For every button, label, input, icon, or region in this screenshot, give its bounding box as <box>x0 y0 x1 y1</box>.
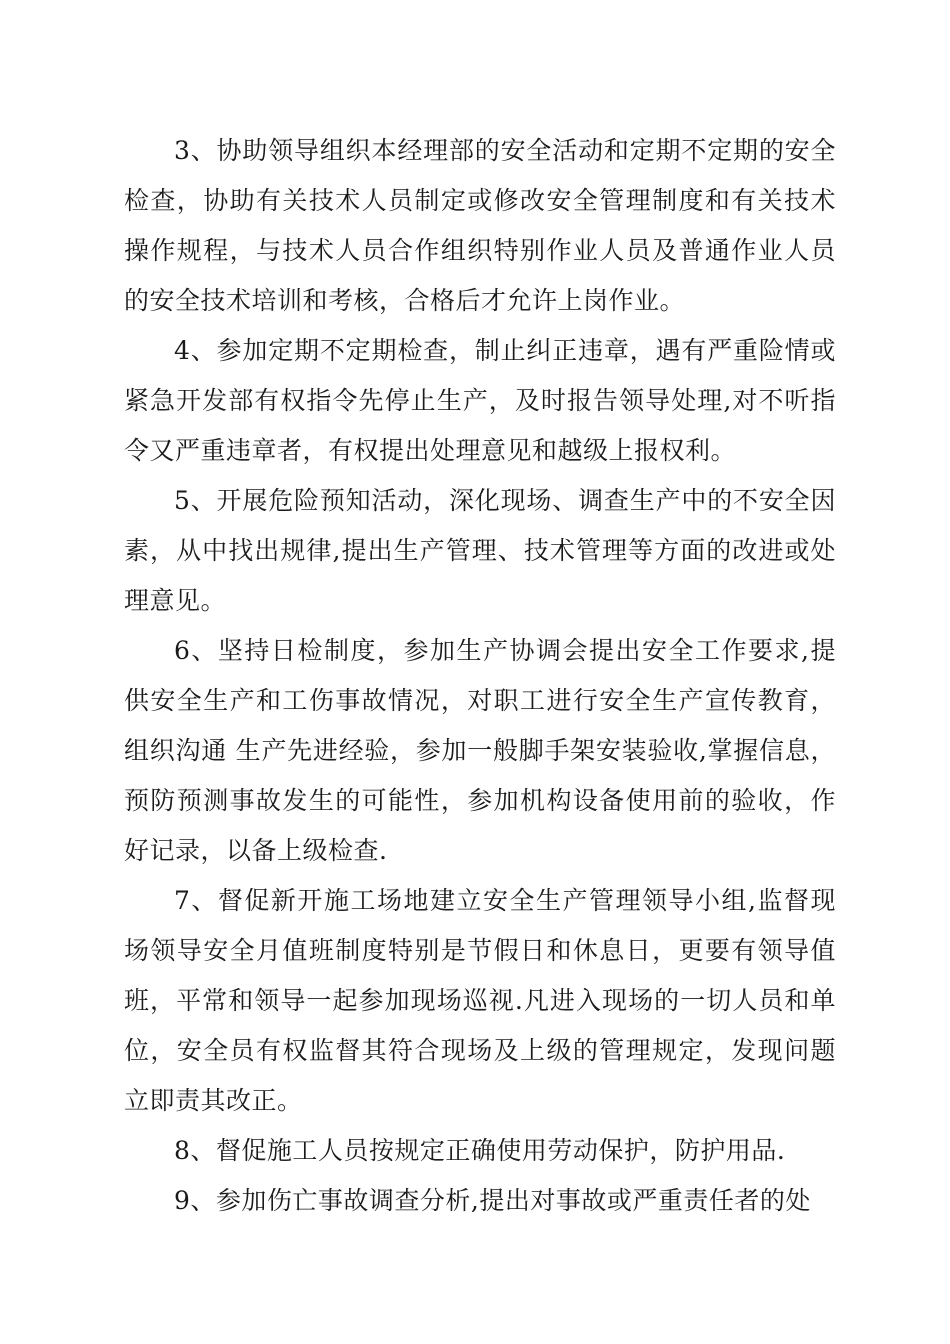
paragraph-item-6: 6、坚持日检制度，参加生产协调会提出安全工作要求,提供安全生产和工伤事故情况，对职工进行安全生产宣传教育，组织沟通 生产先进经验，参加一般脚手架安装验收,掌握信息，预防预测事故发生的可能性，参加机构设备使用前的验收，作好记录，以备上级检查. <box>124 636 836 865</box>
paragraph-item-3: 3、协助领导组织本经理部的安全活动和定期不定期的安全检查，协助有关技术人员制定或修改安全管理制度和有关技术操作规程，与技术人员合作组织特别作业人员及普通作业人员的安全技术培训和考核，合格后才允许上岗作业。 <box>124 136 836 315</box>
paragraph-item-8: 8、督促施工人员按规定正确使用劳动保护，防护用品. <box>174 1136 786 1165</box>
paragraph-item-7: 7、督促新开施工场地建立安全生产管理领导小组,监督现场领导安全月值班制度特别是节假日和休息日，更要有领导值班，平常和领导一起参加现场巡视.凡进入现场的一切人员和单位，安全员有权监督其符合现场及上级的管理规定，发现问题立即责其改正。 <box>124 886 836 1115</box>
document-body <box>124 126 836 1226</box>
paragraph-item-5: 5、开展危险预知活动，深化现场、调查生产中的不安全因素，从中找出规律,提出生产管理、技术管理等方面的改进或处理意见。 <box>124 486 836 615</box>
paragraph-item-4: 4、参加定期不定期检查，制止纠正违章，遇有严重险情或紧急开发部有权指令先停止生产，及时报告领导处理,对不听指令又严重违章者，有权提出处理意见和越级上报权利。 <box>124 336 836 465</box>
paragraph-item-9: 9、参加伤亡事故调查分析,提出对事故或严重责任者的处 <box>174 1186 811 1215</box>
